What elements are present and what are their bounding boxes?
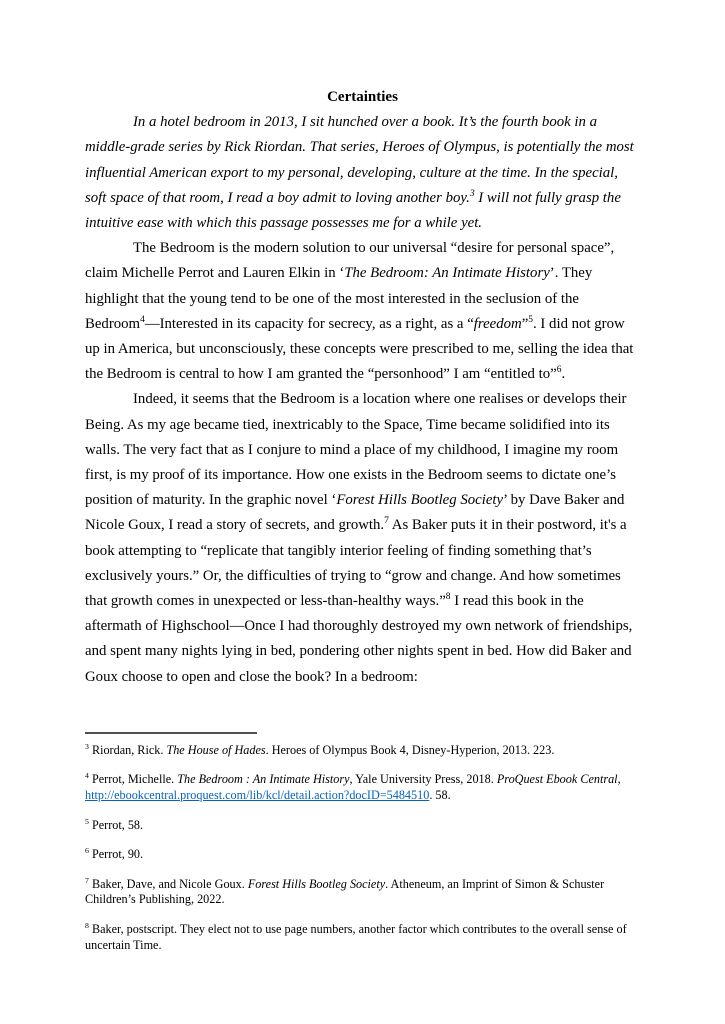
text-run: Children’s Publishing, 2022. — [85, 892, 225, 907]
text-run: . I did not grow — [533, 315, 625, 332]
footnote-ref: 8 — [85, 920, 89, 930]
text-run: Goux choose to open and close the book? In a bedroom: — [85, 668, 418, 685]
footnote-ref: 3 — [85, 741, 89, 751]
text-run: , Yale University Press, 2018. — [349, 772, 497, 787]
text-run: I read this book in the — [450, 593, 584, 610]
text-run: . 58. — [429, 788, 451, 803]
paragraph-bedroom — [85, 236, 655, 387]
footnote-ref: 5 — [85, 816, 89, 826]
text-run: influential American export to my personal, developing, culture at the time. In the special, — [85, 164, 618, 181]
text-run: The House of Hades — [166, 742, 266, 757]
text-run: claim Michelle Perrot and Lauren Elkin in ‘ — [85, 265, 345, 282]
paragraph-intro — [85, 110, 655, 236]
footnote-ref: 4 — [85, 771, 89, 781]
text-run: that growth comes in unexpected or less-than-healthy ways.” — [85, 593, 446, 610]
text-run: . Heroes of Olympus Book 4, Disney-Hyperion, 2013. 223. — [265, 742, 555, 757]
footnote — [85, 877, 655, 908]
text-run: exclusively yours.” Or, the difficulties of trying to “grow and change. And how sometimes — [85, 567, 621, 584]
text-run: As Baker puts it in their postword, it's a — [388, 517, 627, 534]
text-run: Forest Hills Bootleg Society — [336, 492, 504, 509]
text-run: Baker, postscript. They elect not to use page numbers, another factor which contributes to the overall sense of — [88, 922, 627, 937]
text-run: Indeed, it seems that the Bedroom is a location where one realises or develops their — [133, 391, 627, 408]
text-run: middle-grade series by Rick Riordan. That series, Heroes of Olympus, is potentially the most — [85, 139, 634, 156]
text-run: ProQuest Ebook Central — [496, 772, 618, 787]
text-run: and spent many nights lying in bed, pondering other nights spent in bed. How did Baker and — [85, 643, 632, 660]
body-text — [85, 110, 655, 690]
footnote-ref: 3 — [469, 188, 475, 199]
hyperlink[interactable]: http://ebookcentral.proquest.com/lib/kcl/detail.action?docID=5484510 — [85, 788, 430, 803]
text-run: highlight that the young tend to be one of the most interested in the seclusion of the — [85, 290, 579, 307]
text-run: the Bedroom is central to how I am granted the “personhood” I am “entitled to” — [85, 366, 557, 383]
footnote-ref: 7 — [384, 516, 389, 527]
text-run: up in America, but unconsciously, these concepts were prescribed to me, selling the idea that — [85, 341, 634, 358]
footnote-ref: 5 — [528, 314, 534, 325]
text-run: Perrot, 90. — [88, 847, 144, 862]
footnote — [85, 743, 655, 759]
footnote-ref: 6 — [556, 365, 562, 376]
footnote-ref: 7 — [85, 875, 89, 885]
text-run: In a hotel bedroom in 2013, I sit hunched over a book. It’s the fourth book in a — [133, 114, 597, 131]
text-run: The Bedroom: An Intimate History — [344, 265, 550, 282]
footnote — [85, 922, 655, 953]
text-run: first, is my proof of its importance. How one exists in the Bedroom seems to dictate one’s — [85, 467, 616, 484]
footnotes-section — [85, 732, 655, 953]
footnote-ref: 6 — [85, 846, 89, 856]
footnote-ref: 4 — [140, 314, 145, 325]
text-run: I will not fully grasp the — [474, 189, 621, 206]
text-run: Nicole Goux, I read a story of secrets, and growth. — [85, 517, 385, 534]
text-run: Perrot, 58. — [88, 817, 144, 832]
text-run: soft space of that room, I read a boy admit to loving another boy. — [85, 189, 470, 206]
text-run: Forest Hills Bootleg Society — [247, 876, 386, 891]
text-run: Baker, Dave, and Nicole Goux. — [88, 876, 248, 891]
footnote — [85, 847, 655, 863]
text-run: , — [617, 772, 621, 787]
text-run: Bedroom — [85, 315, 141, 332]
paragraph-being — [85, 387, 655, 689]
text-run: Being. As my age became tied, inextricably to the Space, Time became solidified into its — [85, 416, 610, 433]
text-run: walls. The very fact that as I conjure to mind a place of my childhood, I imagine my room — [85, 441, 619, 458]
text-run: The Bedroom is the modern solution to our universal “desire for personal space”, — [133, 240, 615, 257]
text-run: —Interested in its capacity for secrecy, as a right, as a “ — [144, 315, 474, 332]
footnote — [85, 772, 655, 803]
text-run: Riordan, Rick. — [88, 742, 167, 757]
text-run: ’. They — [549, 265, 593, 282]
text-run: intuitive ease with which this passage possesses me for a while yet. — [85, 215, 483, 232]
footnote-ref: 8 — [445, 592, 451, 603]
text-run: ” — [521, 315, 529, 332]
text-run: uncertain Time. — [85, 937, 162, 952]
text-run: freedom — [473, 315, 522, 332]
text-run: The Bedroom : An Intimate History — [177, 772, 350, 787]
footnote — [85, 818, 655, 834]
text-run: . Atheneum, an Imprint of Simon & Schuster — [385, 876, 605, 891]
text-run: position of maturity. In the graphic novel ‘ — [85, 492, 337, 509]
text-run: book attempting to “replicate that tangibly interior feeling of finding something that’s — [85, 542, 592, 559]
page-title: Certainties — [327, 89, 398, 105]
text-run: . — [561, 366, 566, 383]
text-run: ’ by Dave Baker and — [503, 492, 625, 509]
text-run: aftermath of Highschool—Once I had thoroughly destroyed my own network of friendships, — [85, 618, 633, 635]
footnote-separator — [85, 732, 257, 734]
text-run: Perrot, Michelle. — [88, 772, 178, 787]
